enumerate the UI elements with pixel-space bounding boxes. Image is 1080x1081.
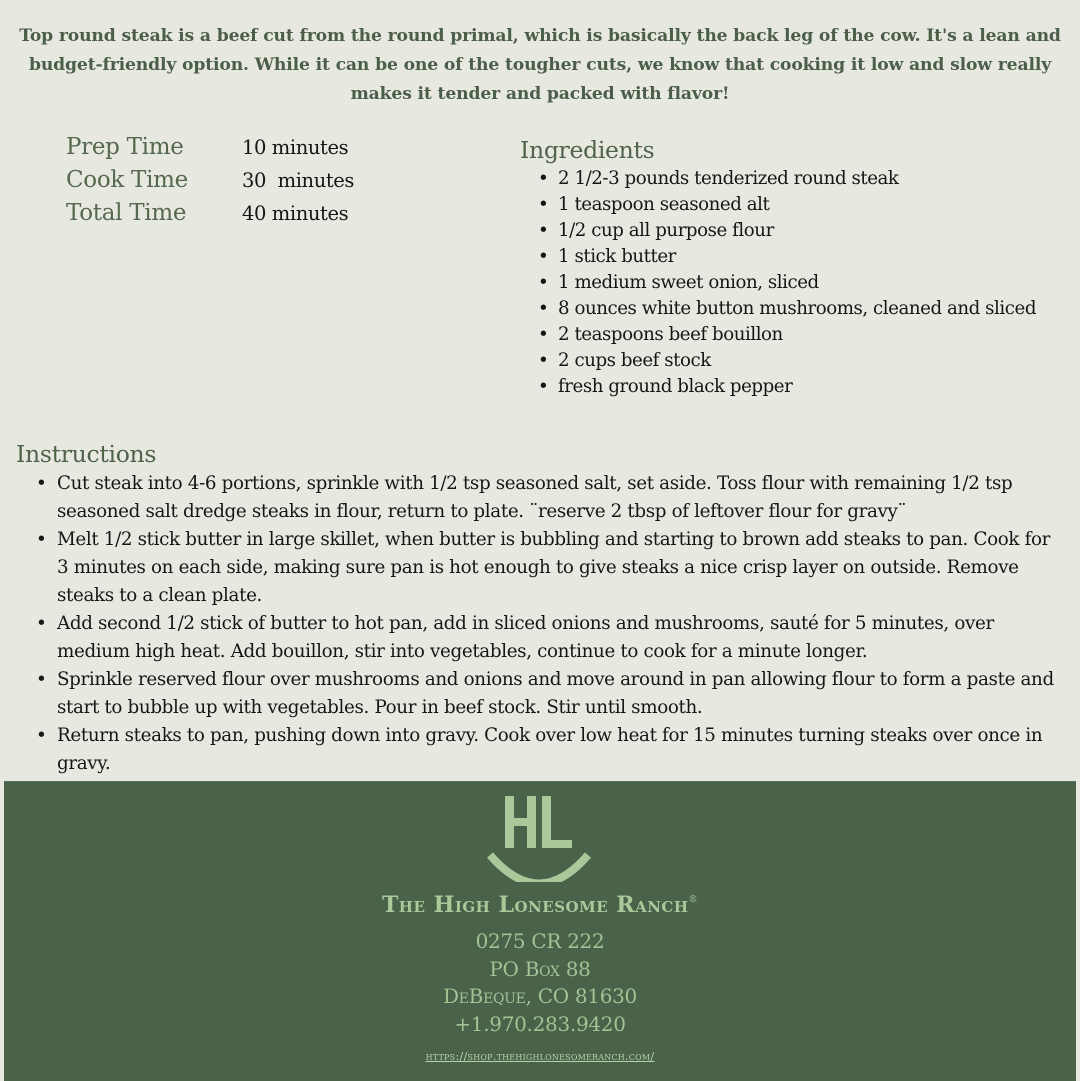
instruction-step: • Cut steak into 4-6 portions, sprinkle with 1/2 tsp seasoned salt, set aside. Toss flour with remaining 1/2 tsp seasoned salt dredge steaks in flour, return to plate. ¨reserve 2 tbsp of leftover flour for gravy¨ (36, 470, 1061, 526)
instructions-list (16, 470, 1061, 778)
ranch-name-text: The High Lonesome Ranch (381, 892, 689, 918)
prep-time-row (66, 134, 354, 167)
total-time-value: 40 minutes (242, 202, 349, 225)
cook-time-row (66, 167, 354, 200)
po-box: PO Box 88 (489, 956, 591, 981)
ranch-name (4, 892, 1076, 918)
shop-link[interactable]: https://shop.thehighlonesomeranch.com/ (425, 1049, 655, 1063)
instruction-step: • Add second 1/2 stick of butter to hot pan, add in sliced onions and mushrooms, sauté for 5 minutes, over medium high heat. Add bouillon, stir into vegetables, continue to cook for a minute longer. (36, 610, 1061, 666)
cook-time-value: 30 minutes (242, 169, 355, 192)
ingredients-title: Ingredients (520, 136, 655, 164)
ingredient-item: • 1 medium sweet onion, sliced (538, 270, 1052, 296)
recipe-intro: Top round steak is a beef cut from the round primal, which is basically the back leg of the cow. It's a lean and budget-friendly option. While it can be one of the tougher cuts, we know that cooking it low and slow really makes it tender and packed with flavor! (19, 26, 1061, 104)
recipe-times (66, 134, 354, 233)
prep-time-label: Prep Time (66, 134, 184, 160)
ranch-footer (4, 781, 1076, 1081)
ingredient-item: • 2 1/2-3 pounds tenderized round steak (538, 166, 1052, 192)
instructions-title: Instructions (16, 440, 157, 468)
ranch-address (4, 928, 1076, 1038)
total-time-row (66, 200, 354, 233)
ingredient-item: • 2 teaspoons beef bouillon (538, 322, 1052, 348)
instruction-step: • Melt 1/2 stick butter in large skillet, when butter is bubbling and starting to brown add steaks to pan. Cook for 3 minutes on each side, making sure pan is hot enough to give steaks a nice crisp layer on outside. Remove steaks to a clean plate. (36, 526, 1061, 610)
instruction-step: • Return steaks to pan, pushing down into gravy. Cook over low heat for 15 minutes turning steaks over once in gravy. (36, 722, 1061, 778)
instructions-section (16, 438, 1061, 778)
hl-smile-logo-icon (485, 792, 593, 882)
ingredient-item: • 1/2 cup all purpose flour (538, 218, 1052, 244)
prep-time-value: 10 minutes (242, 136, 349, 159)
ingredient-item: • 1 teaspoon seasoned alt (538, 192, 1052, 218)
ingredient-item: • 2 cups beef stock (538, 348, 1052, 374)
total-time-label: Total Time (66, 200, 187, 226)
city-state-zip: DeBeque, CO 81630 (443, 984, 637, 1008)
registered-mark: ® (688, 895, 699, 905)
ingredient-item: • 1 stick butter (538, 244, 1052, 270)
shop-url (4, 1049, 1076, 1063)
ingredients-list (520, 166, 1052, 400)
ingredient-item: • fresh ground black pepper (538, 374, 1052, 400)
phone-number: +1.970.283.9420 (454, 1011, 626, 1036)
instruction-step: • Sprinkle reserved flour over mushrooms and onions and move around in pan allowing flour to form a paste and start to bubble up with vegetables. Pour in beef stock. Stir until smooth. (36, 666, 1061, 722)
ingredients-section (520, 134, 1052, 400)
street-address: 0275 CR 222 (475, 929, 605, 953)
cook-time-label: Cook Time (66, 167, 188, 193)
ingredient-item: • 8 ounces white button mushrooms, cleaned and sliced (538, 296, 1052, 322)
